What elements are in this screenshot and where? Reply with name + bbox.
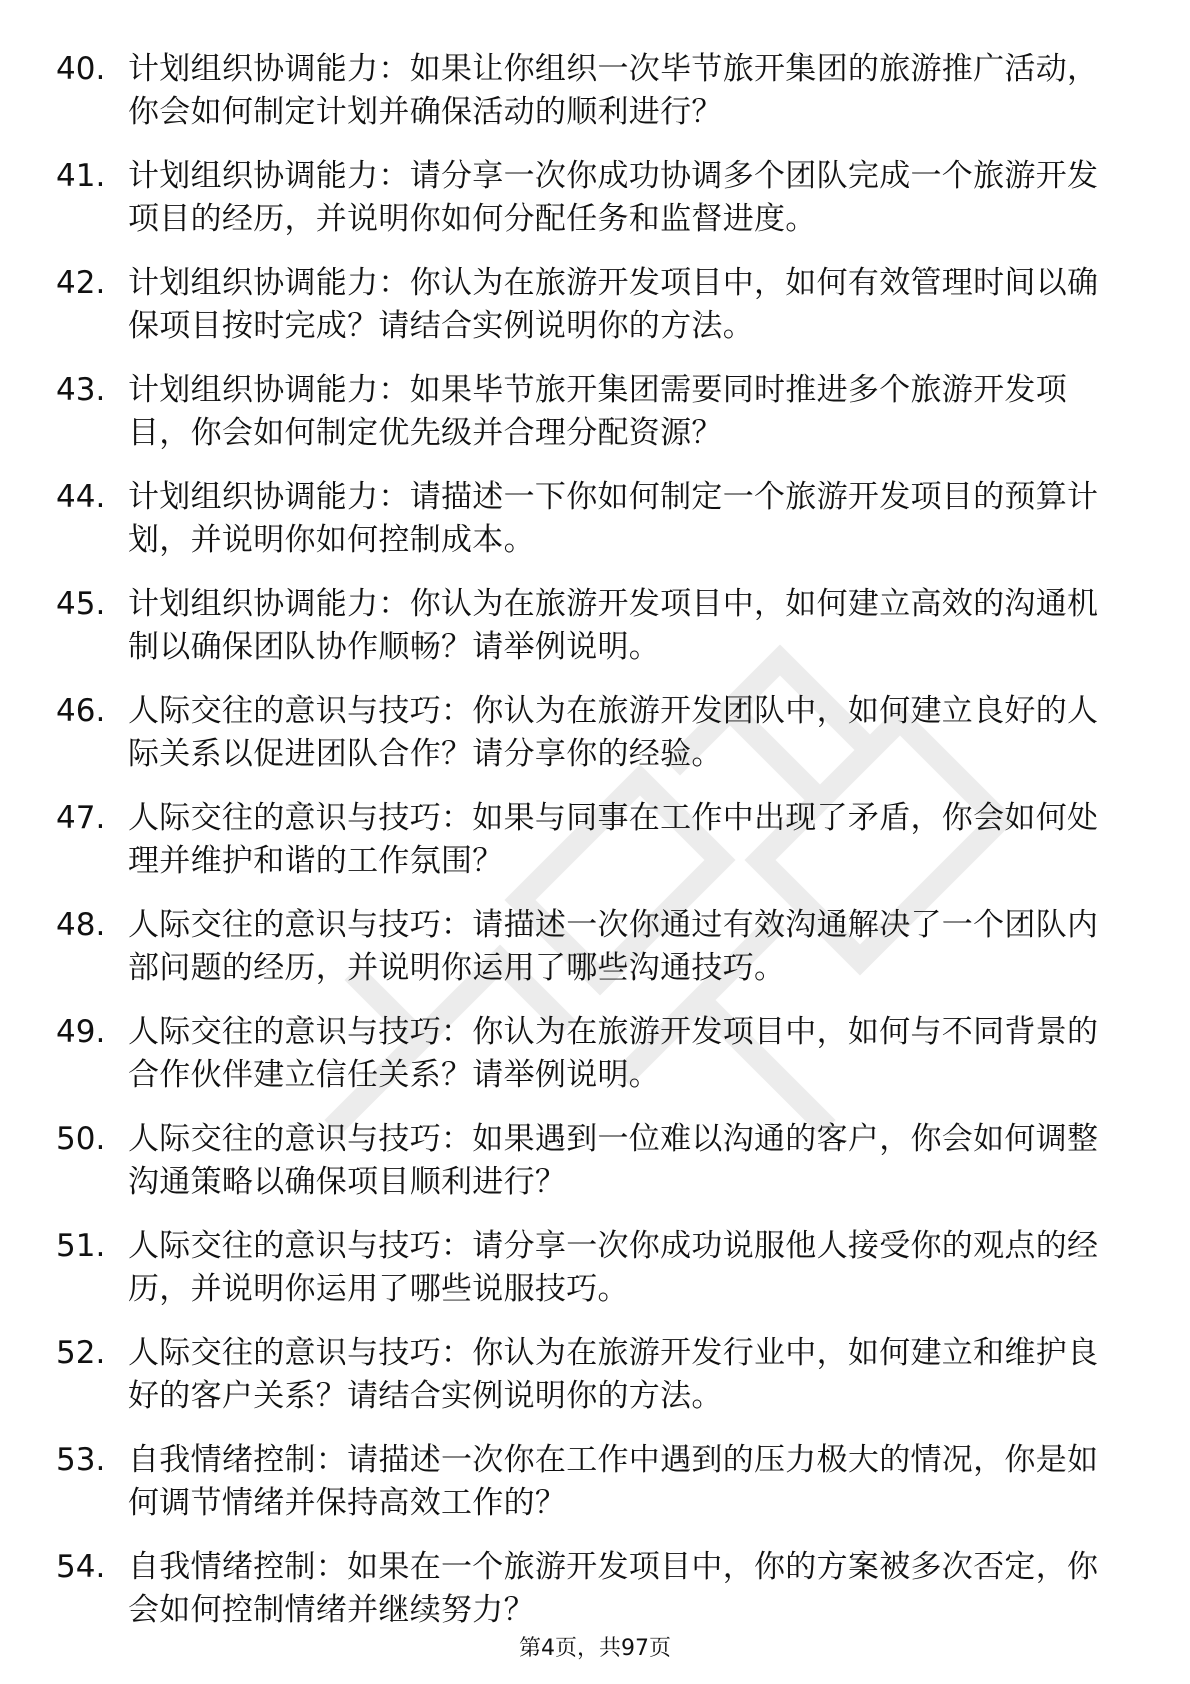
item-number: 51. (56, 1228, 106, 1264)
question-list (56, 48, 1136, 1653)
list-item (56, 690, 1136, 776)
list-item (56, 1118, 1136, 1204)
item-number: 47. (56, 800, 106, 836)
item-text: 计划组织协调能力：如果毕节旅开集团需要同时推进多个旅游开发项目，你会如何制定优先级并合理分配资源？ (128, 372, 1067, 451)
list-item (56, 1332, 1136, 1418)
item-number: 46. (56, 693, 106, 729)
item-number: 41. (56, 158, 106, 194)
item-text: 人际交往的意识与技巧：请描述一次你通过有效沟通解决了一个团队内部问题的经历，并说明你运用了哪些沟通技巧。 (128, 907, 1099, 986)
item-number: 53. (56, 1442, 106, 1478)
item-text: 人际交往的意识与技巧：你认为在旅游开发项目中，如何与不同背景的合作伙伴建立信任关系？请举例说明。 (128, 1014, 1099, 1093)
list-item (56, 1439, 1136, 1525)
item-text: 计划组织协调能力：你认为在旅游开发项目中，如何有效管理时间以确保项目按时完成？请结合实例说明你的方法。 (128, 265, 1099, 344)
list-item (56, 1225, 1136, 1311)
item-text: 人际交往的意识与技巧：你认为在旅游开发团队中，如何建立良好的人际关系以促进团队合作？请分享你的经验。 (128, 693, 1099, 772)
item-text: 人际交往的意识与技巧：你认为在旅游开发行业中，如何建立和维护良好的客户关系？请结合实例说明你的方法。 (128, 1335, 1099, 1414)
list-item (56, 1011, 1136, 1097)
list-item (56, 583, 1136, 669)
item-text: 计划组织协调能力：如果让你组织一次毕节旅开集团的旅游推广活动，你会如何制定计划并确保活动的顺利进行？ (128, 51, 1099, 130)
item-number: 49. (56, 1014, 106, 1050)
item-number: 45. (56, 586, 106, 622)
list-item (56, 155, 1136, 241)
item-text: 自我情绪控制：请描述一次你在工作中遇到的压力极大的情况，你是如何调节情绪并保持高效工作的？ (128, 1442, 1099, 1521)
item-number: 40. (56, 51, 106, 87)
item-text: 人际交往的意识与技巧：如果遇到一位难以沟通的客户，你会如何调整沟通策略以确保项目顺利进行？ (128, 1121, 1099, 1200)
item-text: 人际交往的意识与技巧：如果与同事在工作中出现了矛盾，你会如何处理并维护和谐的工作氛围？ (128, 800, 1099, 879)
list-item (56, 262, 1136, 348)
item-number: 43. (56, 372, 106, 408)
item-number: 54. (56, 1549, 106, 1585)
list-item (56, 1546, 1136, 1632)
list-item (56, 797, 1136, 883)
list-item (56, 476, 1136, 562)
item-text: 自我情绪控制：如果在一个旅游开发项目中，你的方案被多次否定，你会如何控制情绪并继续努力？ (128, 1549, 1099, 1628)
list-item (56, 904, 1136, 990)
item-text: 计划组织协调能力：请描述一下你如何制定一个旅游开发项目的预算计划，并说明你如何控制成本。 (128, 479, 1099, 558)
item-text: 人际交往的意识与技巧：请分享一次你成功说服他人接受你的观点的经历，并说明你运用了哪些说服技巧。 (128, 1228, 1099, 1307)
item-text: 计划组织协调能力：你认为在旅游开发项目中，如何建立高效的沟通机制以确保团队协作顺畅？请举例说明。 (128, 586, 1099, 665)
list-item (56, 48, 1136, 134)
item-number: 42. (56, 265, 106, 301)
item-number: 44. (56, 479, 106, 515)
item-number: 48. (56, 907, 106, 943)
item-number: 50. (56, 1121, 106, 1157)
item-number: 52. (56, 1335, 106, 1371)
item-text: 计划组织协调能力：请分享一次你成功协调多个团队完成一个旅游开发项目的经历，并说明你如何分配任务和监督进度。 (128, 158, 1099, 237)
list-item (56, 369, 1136, 455)
page-footer: 第4页，共97页 (519, 1636, 671, 1661)
